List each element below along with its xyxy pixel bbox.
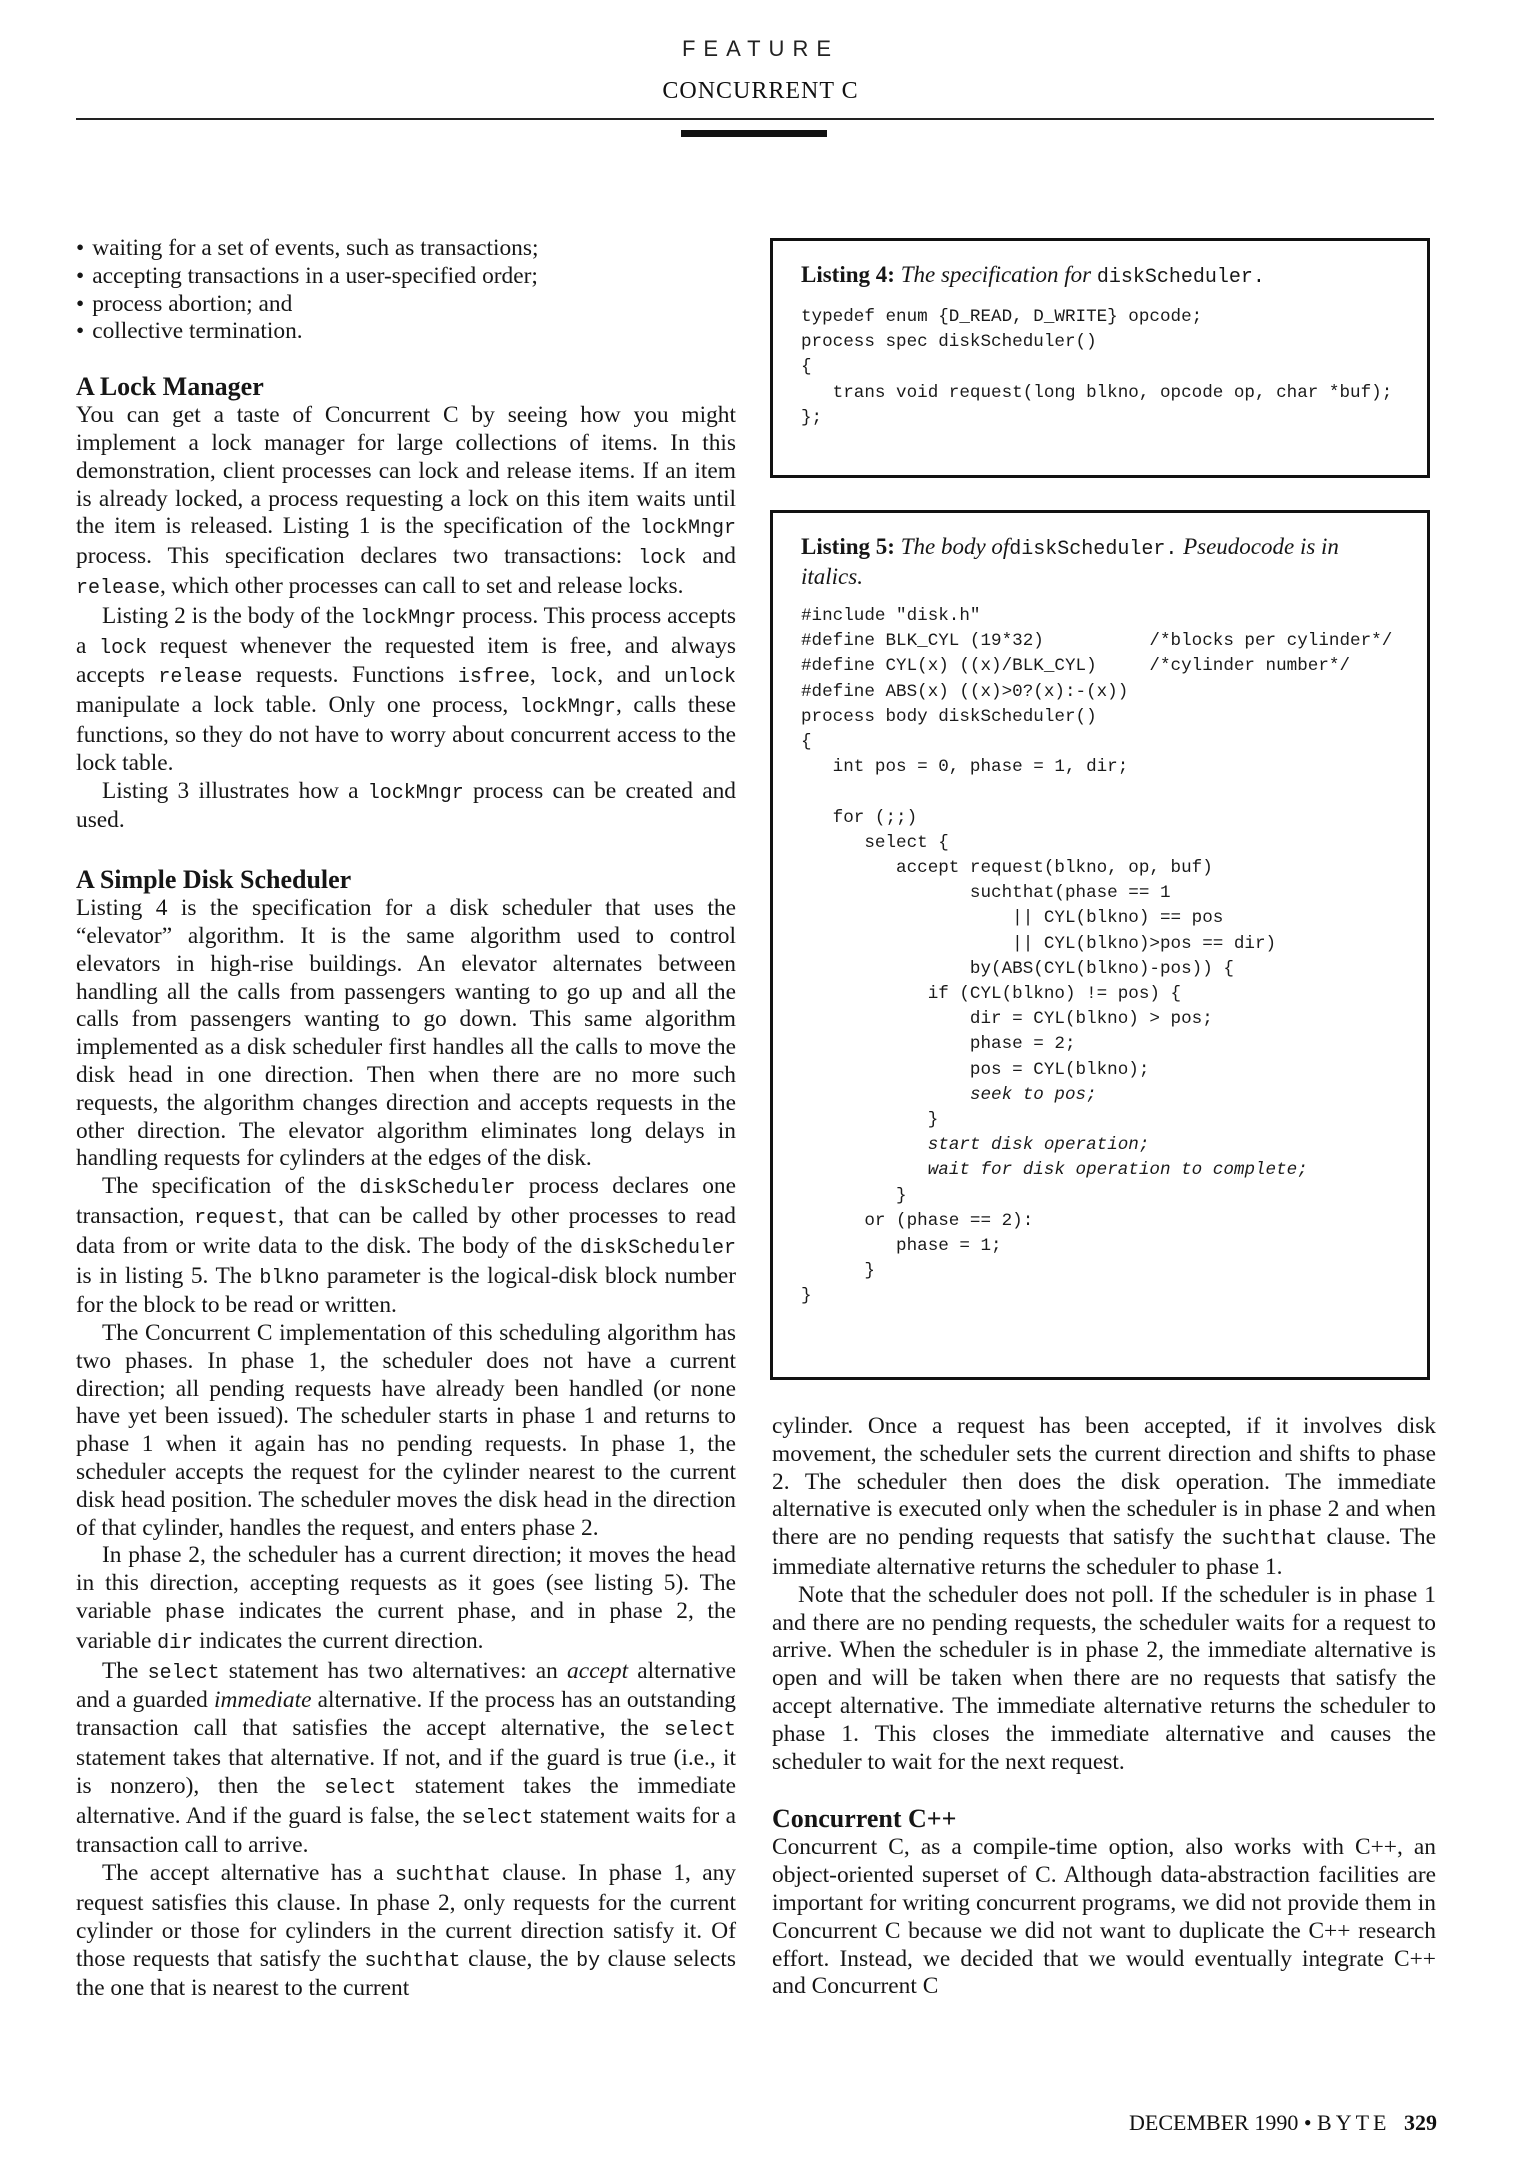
listing-5-label: Listing 5: <box>801 534 895 559</box>
listing-5-code: #include "disk.h" #define BLK_CYL (19*32) /*blocks per cylinder*/ #define CYL(x) ((x)/BLK_CYL) /*cylinder number*/ #define ABS(x) ((x)>0?(x):-(x)) process body diskScheduler() { int pos = 0, phase = 1, dir; for (;;) select { accept request(blkno, op, buf) suchthat(phase == 1 || CYL(blkno) == pos || CYL(blkno)>pos == dir) by(ABS(CYL(blkno)-pos)) { if (CYL(blkno) != pos) { dir = CYL(blkno) > pos; phase = 2; pos = CYL(blkno); seek to pos; } start disk operation; wait for disk operation to complete; } or (phase == 2): phase = 1; } } <box>801 606 1393 1307</box>
paragraph: You can get a taste of Concurrent C by seeing how you might implement a lock manager for large collections of items. In this demonstration, client processes can lock and release items. If an item is already locked, a process requesting a lock on this item waits until the item is released. Listing 1 is the specification of the lockMngr process. This specification declares two transactions: lock and release, which other processes can call to set and release locks. <box>76 402 736 600</box>
page-footer: DECEMBER 1990 • BYTE 329 <box>1129 2110 1437 2135</box>
paragraph: Listing 2 is the body of the lockMngr process. This process accepts a lock request whenever the requested item is free, and always accepts release requests. Functions isfree, lock, and unlock manipulate a lock table. Only one process, lockMngr, calls these functions, so they do not have to worry about concurrent access to the lock table. <box>76 602 737 776</box>
paragraph: The Concurrent C implementation of this scheduling algorithm has two phases. In phase 1, the scheduler does not have a current direction; all pending requests have already been handled (or none have yet been issued). The scheduler starts in phase 1 and returns to phase 1 when it again has no pending requests. In phase 1, the scheduler accepts the request for the cylinder nearest to the current disk head position. The scheduler moves the disk head in the direction of that cylinder, handles the request, and enters phase 2. <box>76 1320 736 1541</box>
listing-5-caption-text: The body of <box>900 534 1010 559</box>
listing-4-caption-code: diskScheduler. <box>1096 266 1265 289</box>
left-column <box>76 235 736 2003</box>
right-column <box>772 1413 1436 2001</box>
listing-4-code: typedef enum {D_READ, D_WRITE} opcode; process spec diskScheduler() { trans void request(long blkno, opcode op, char *buf); }; <box>801 307 1393 428</box>
feature-bullet-list <box>76 235 736 346</box>
bullet-item: • accepting transactions in a user-specified order; <box>76 263 736 291</box>
listing-4-box <box>770 238 1430 478</box>
paragraph: cylinder. Once a request has been accepted, if it involves disk movement, the scheduler sets the current direction and shifts to phase 2. The scheduler then does the disk operation. The immediate alternative is executed only when the scheduler is in phase 2 and when there are no pending requests that satisfy the suchthat clause. The immediate alternative returns the scheduler to phase 1. <box>772 1413 1436 1580</box>
listing-5-box <box>770 510 1430 1380</box>
paragraph: Listing 4 is the specification for a disk scheduler that uses the “elevator” algorithm. It is the same algorithm used to control elevators in high-rise buildings. An elevator alternates between handling all the calls from passengers wanting to go up and all the calls from passengers wanting to go down. This same algorithm implemented as a disk scheduler first handles all the calls to move the disk head in one direction. Then when there are no more such requests, the algorithm changes direction and accepts requests in the other direction. The elevator algorithm eliminates long delays in handling requests for cylinders at the edges of the disk. <box>76 895 736 1172</box>
feature-label: FEATURE <box>681 36 840 61</box>
listing-5-caption <box>801 533 1405 590</box>
listing-5-caption-code: diskScheduler. <box>1009 538 1178 561</box>
listing-4-label: Listing 4: <box>801 262 895 287</box>
footer-magazine: BYTE <box>1317 2110 1391 2135</box>
bullet-item: • collective termination. <box>76 318 736 346</box>
paragraph: Listing 3 illustrates how a lockMngr process can be created and used. <box>76 777 736 834</box>
bullet-item: • process abortion; and <box>76 291 736 319</box>
listing-4-caption <box>801 261 1405 291</box>
header-accent-bar <box>681 130 827 137</box>
heading-concurrent-cpp: Concurrent C++ <box>772 1804 957 1834</box>
paragraph: In phase 2, the scheduler has a current direction; it moves the head in this direction, accepting requests as it goes (see listing 5). The variable phase indicates the current phase, and in phase 2, the variable dir indicates the current direction. <box>76 1542 736 1655</box>
heading-lock-manager: A Lock Manager <box>76 372 264 402</box>
footer-page-number: 329 <box>1404 2110 1437 2135</box>
paragraph: Note that the scheduler does not poll. If the scheduler is in phase 1 and there are no pending requests, the scheduler waits for a request to arrive. When the scheduler is in phase 2, the immediate alternative is open and will be taken when there are no requests that satisfy the accept alternative. The immediate alternative returns the scheduler to phase 1. This closes the immediate alternative and causes the scheduler to wait for the next request. <box>772 1581 1436 1775</box>
header-rule <box>76 118 1434 120</box>
heading-disk-scheduler: A Simple Disk Scheduler <box>76 865 352 895</box>
paragraph: The select statement has two alternatives: an accept alternative and a guarded immediate alternative. If the process has an outstanding transaction call that satisfies the accept alternative, the select statement takes that alternative. If not, and if the guard is true (i.e., it is nonzero), then the select statement takes the immediate alternative. And if the guard is false, the select statement waits for a transaction call to arrive. <box>76 1657 737 1859</box>
section-title: CONCURRENT C <box>662 78 859 104</box>
paragraph: The specification of the diskScheduler process declares one transaction, request, that can be called by other processes to read data from or write data to the disk. The body of the diskScheduler is in listing 5. The blkno parameter is the logical-disk block number for the block to be read or written. <box>76 1173 736 1319</box>
listing-5-caption-note: Pseudocode is in italics. <box>801 534 1339 589</box>
listing-4-caption-text: The specification for <box>900 262 1092 287</box>
paragraph: The accept alternative has a suchthat clause. In phase 1, any request satisfies this clause. In phase 2, only requests for the current cylinder or those for cylinders in the current direction satisfy it. Of those requests that satisfy the suchthat clause, the by clause selects the one that is nearest to the current <box>76 1860 736 2002</box>
paragraph: Concurrent C, as a compile-time option, also works with C++, an object-oriented superset of C. Although data-abstraction facilities are important for writing concurrent programs, we did not provide them in Concurrent C because we did not want to duplicate the C++ research effort. Instead, we decided that we would eventually integrate C++ and Concurrent C <box>772 1834 1436 2000</box>
bullet-item: • waiting for a set of events, such as transactions; <box>76 235 736 263</box>
footer-date: DECEMBER 1990 <box>1129 2110 1299 2135</box>
